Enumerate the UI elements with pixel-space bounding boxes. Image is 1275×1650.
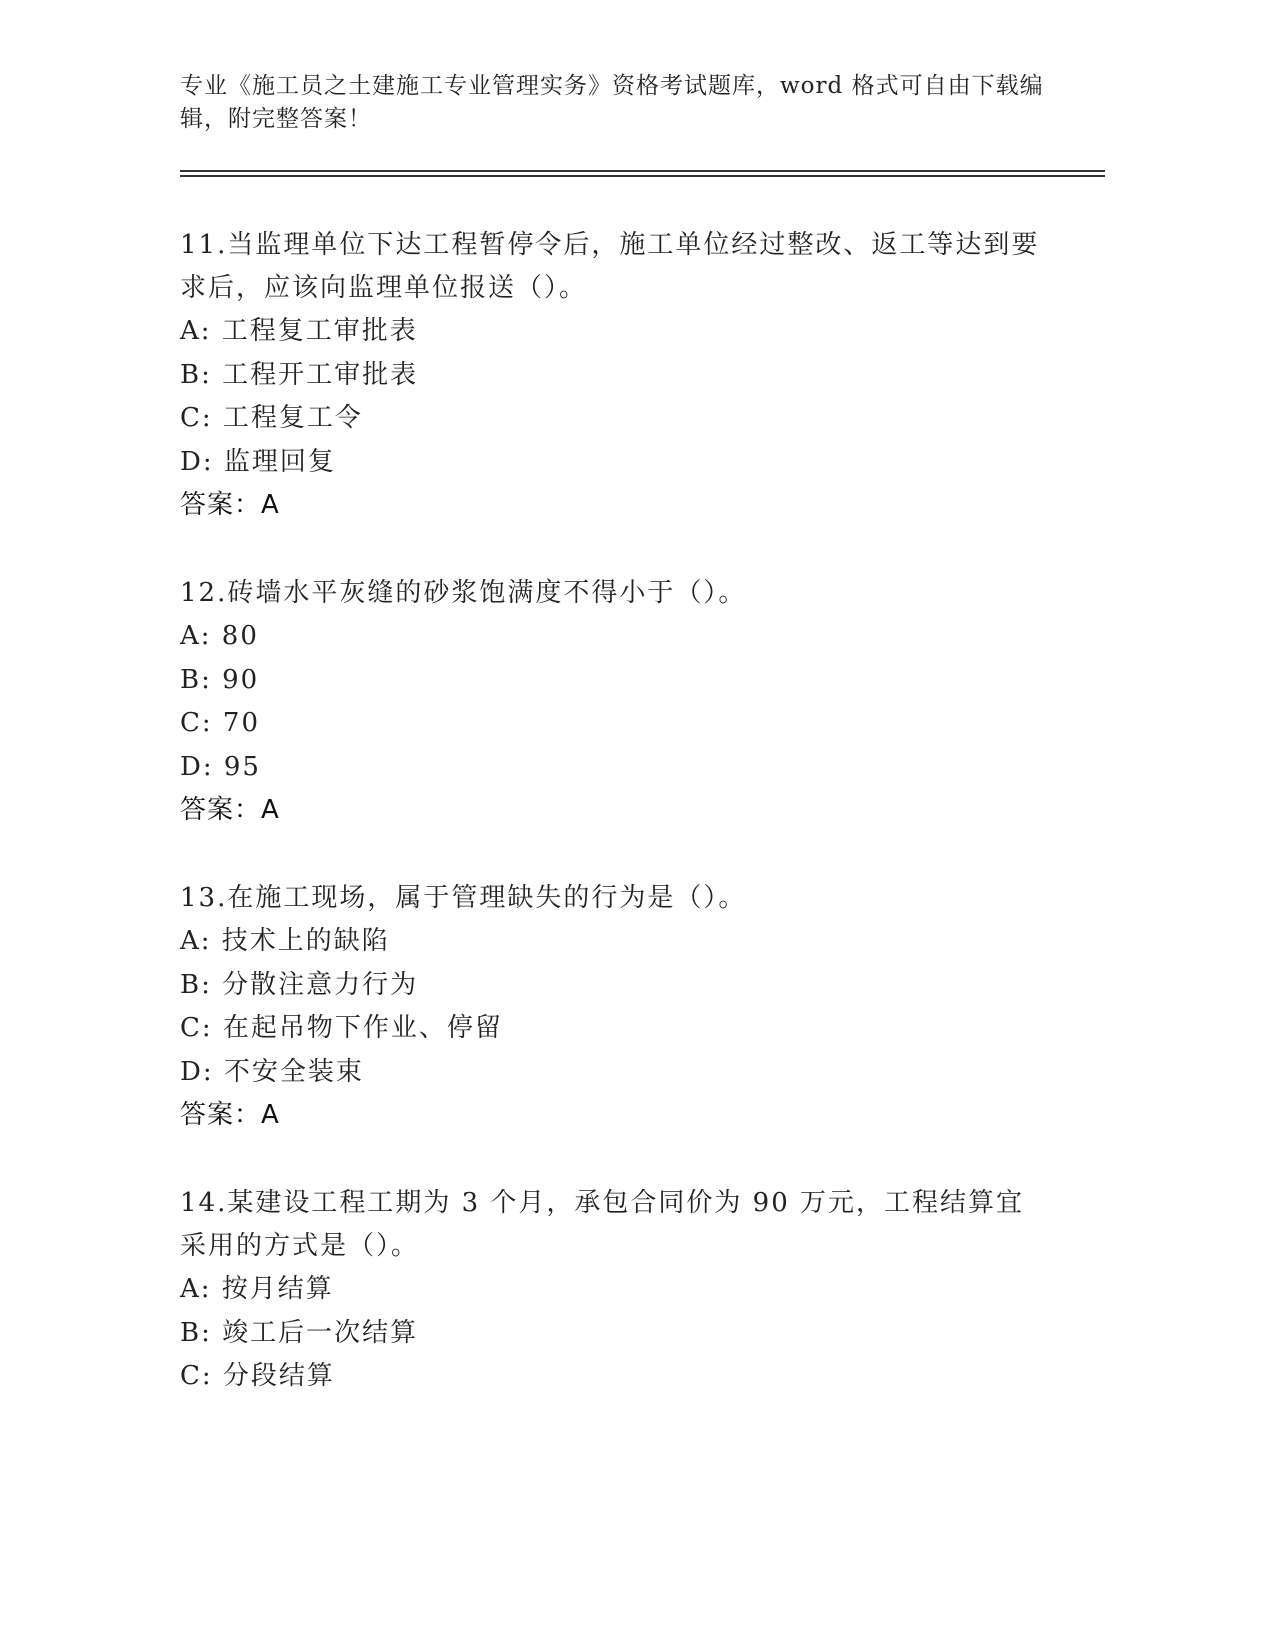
option-c: C: 70 <box>180 708 261 738</box>
option-d: D: 95 <box>180 751 261 782</box>
option-a: A: 按月结算 <box>180 1274 334 1304</box>
question-stem: 13.在施工现场，属于管理缺失的行为是（）。 <box>180 883 747 913</box>
option-c: C: 分段结算 <box>180 1361 335 1391</box>
question-12 <box>180 572 1040 832</box>
option-b: B: 工程开工审批表 <box>180 359 419 390</box>
answer-line: 答案：A <box>180 795 280 825</box>
option-a: A: 80 <box>180 621 259 651</box>
question-stem: 12.砖墙水平灰缝的砂浆饱满度不得小于（）。 <box>180 578 747 608</box>
option-d: D: 监理回复 <box>180 446 336 477</box>
question-stem: 14.某建设工程工期为 3 个月，承包合同价为 90 万元，工程结算宜采用的方式是（）。 <box>180 1188 1025 1261</box>
option-b: B: 竣工后一次结算 <box>180 1317 419 1348</box>
option-b: B: 分散注意力行为 <box>180 969 419 1000</box>
header-divider-bottom <box>180 175 1105 177</box>
option-a: A: 技术上的缺陷 <box>180 926 390 956</box>
option-a: A: 工程复工审批表 <box>180 316 418 346</box>
header-divider-top <box>180 170 1105 172</box>
option-c: C: 在起吊物下作业、停留 <box>180 1013 503 1043</box>
answer-line: 答案：A <box>180 1100 280 1130</box>
option-c: C: 工程复工令 <box>180 403 363 433</box>
option-b: B: 90 <box>180 664 260 695</box>
question-13 <box>180 877 1040 1137</box>
question-14 <box>180 1182 1040 1399</box>
answer-line: 答案：A <box>180 490 280 520</box>
question-stem: 11.当监理单位下达工程暂停令后，施工单位经过整改、返工等达到要求后，应该向监理单位报送（）。 <box>180 230 1040 303</box>
question-11 <box>180 224 1040 527</box>
option-d: D: 不安全装束 <box>180 1056 364 1087</box>
document-header: 专业《施工员之土建施工专业管理实务》资格考试题库，word 格式可自由下载编辑，附完整答案！ <box>180 73 1044 132</box>
